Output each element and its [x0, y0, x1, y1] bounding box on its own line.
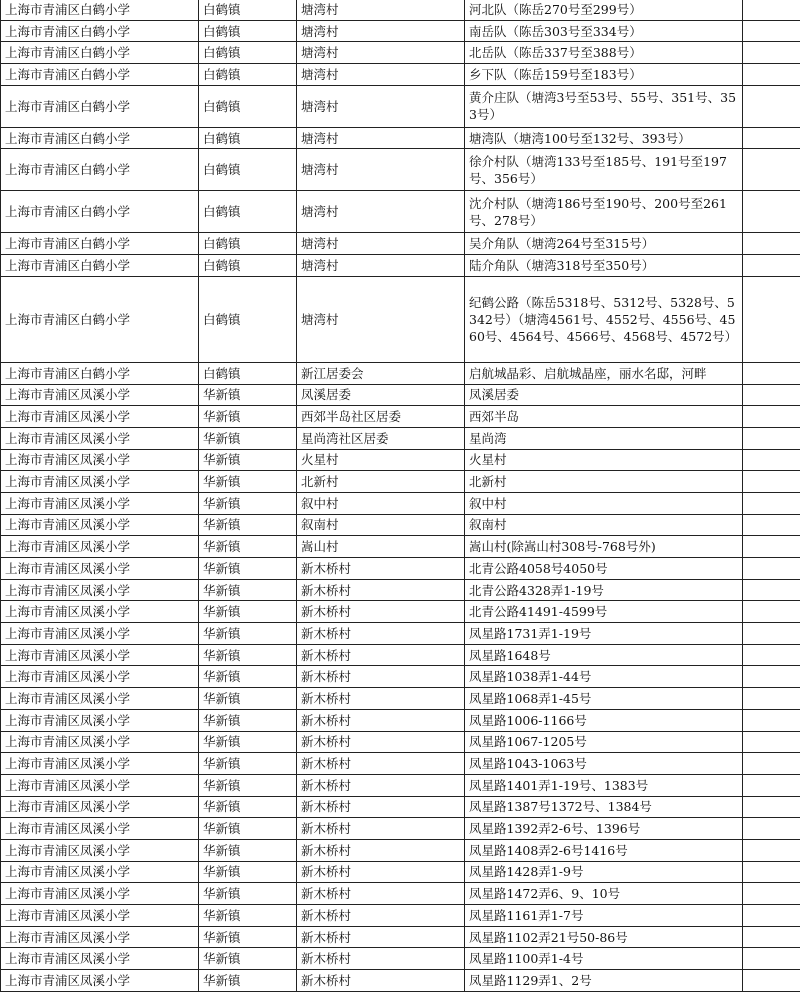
- school-cell: 上海市青浦区凤溪小学: [1, 471, 199, 493]
- village-cell: 新木桥村: [297, 970, 465, 992]
- village-cell: 塘湾村: [297, 276, 465, 362]
- table-row: [1, 20, 800, 42]
- table-row: [1, 753, 800, 775]
- village-cell: 新木桥村: [297, 839, 465, 861]
- school-cell: 上海市青浦区凤溪小学: [1, 579, 199, 601]
- town-cell: 白鹤镇: [199, 149, 297, 191]
- village-cell: 新木桥村: [297, 601, 465, 623]
- address-range-cell: 凤星路1408弄2-6号1416号: [465, 839, 743, 861]
- school-cell: 上海市青浦区白鹤小学: [1, 85, 199, 127]
- address-range-cell: 北青公路41491-4599号: [465, 601, 743, 623]
- address-range-cell: 凤星路1102弄21号50-86号: [465, 926, 743, 948]
- town-cell: 华新镇: [199, 536, 297, 558]
- village-cell: 新木桥村: [297, 623, 465, 645]
- table-row: [1, 64, 800, 86]
- school-cell: 上海市青浦区凤溪小学: [1, 558, 199, 580]
- town-cell: 华新镇: [199, 861, 297, 883]
- town-cell: 华新镇: [199, 709, 297, 731]
- school-cell: 上海市青浦区白鹤小学: [1, 0, 199, 20]
- school-cell: 上海市青浦区白鹤小学: [1, 20, 199, 42]
- table-row: [1, 948, 800, 970]
- town-cell: 华新镇: [199, 514, 297, 536]
- address-range-cell: 星尚湾: [465, 427, 743, 449]
- town-cell: 白鹤镇: [199, 85, 297, 127]
- town-cell: 华新镇: [199, 818, 297, 840]
- village-cell: 塘湾村: [297, 233, 465, 255]
- town-cell: 白鹤镇: [199, 255, 297, 277]
- watermark-mark: [752, 981, 786, 991]
- empty-cell: [743, 623, 800, 645]
- village-cell: 新木桥村: [297, 796, 465, 818]
- table-row: [1, 774, 800, 796]
- table-row: [1, 362, 800, 384]
- school-cell: 上海市青浦区凤溪小学: [1, 601, 199, 623]
- school-cell: 上海市青浦区凤溪小学: [1, 688, 199, 710]
- table-row: [1, 839, 800, 861]
- town-cell: 华新镇: [199, 666, 297, 688]
- school-cell: 上海市青浦区白鹤小学: [1, 42, 199, 64]
- empty-cell: [743, 796, 800, 818]
- address-range-cell: 凤星路1161弄1-7号: [465, 905, 743, 927]
- village-cell: 叙南村: [297, 514, 465, 536]
- table-row: [1, 905, 800, 927]
- school-cell: 上海市青浦区凤溪小学: [1, 753, 199, 775]
- empty-cell: [743, 883, 800, 905]
- empty-cell: [743, 731, 800, 753]
- empty-cell: [743, 818, 800, 840]
- address-range-cell: 叙中村: [465, 492, 743, 514]
- town-cell: 白鹤镇: [199, 20, 297, 42]
- table-row: [1, 623, 800, 645]
- address-range-cell: 塘湾队（塘湾100号至132号、393号）: [465, 127, 743, 149]
- empty-cell: [743, 85, 800, 127]
- village-cell: 新木桥村: [297, 926, 465, 948]
- town-cell: 华新镇: [199, 558, 297, 580]
- empty-cell: [743, 753, 800, 775]
- address-range-cell: 启航城晶彩、启航城晶座，丽水名邸，河畔: [465, 362, 743, 384]
- village-cell: 塘湾村: [297, 20, 465, 42]
- town-cell: 华新镇: [199, 406, 297, 428]
- empty-cell: [743, 127, 800, 149]
- village-cell: 新木桥村: [297, 644, 465, 666]
- empty-cell: [743, 449, 800, 471]
- town-cell: 华新镇: [199, 644, 297, 666]
- empty-cell: [743, 579, 800, 601]
- empty-cell: [743, 362, 800, 384]
- town-cell: 华新镇: [199, 796, 297, 818]
- empty-cell: [743, 644, 800, 666]
- address-range-cell: 凤星路1731弄1-19号: [465, 623, 743, 645]
- town-cell: 华新镇: [199, 427, 297, 449]
- village-cell: 新木桥村: [297, 666, 465, 688]
- village-cell: 新木桥村: [297, 818, 465, 840]
- address-range-cell: 河北队（陈岳270号至299号）: [465, 0, 743, 20]
- town-cell: 白鹤镇: [199, 276, 297, 362]
- village-cell: 新木桥村: [297, 883, 465, 905]
- address-range-cell: 凤星路1129弄1、2号: [465, 970, 743, 992]
- town-cell: 华新镇: [199, 948, 297, 970]
- village-cell: 星尚湾社区居委: [297, 427, 465, 449]
- village-cell: 新木桥村: [297, 688, 465, 710]
- school-cell: 上海市青浦区凤溪小学: [1, 839, 199, 861]
- village-cell: 新木桥村: [297, 753, 465, 775]
- village-cell: 火星村: [297, 449, 465, 471]
- address-range-cell: 北青公路4328弄1-19号: [465, 579, 743, 601]
- village-cell: 新木桥村: [297, 579, 465, 601]
- empty-cell: [743, 427, 800, 449]
- empty-cell: [743, 774, 800, 796]
- town-cell: 白鹤镇: [199, 64, 297, 86]
- empty-cell: [743, 233, 800, 255]
- address-range-cell: 凤星路1043-1063号: [465, 753, 743, 775]
- village-cell: 塘湾村: [297, 85, 465, 127]
- village-cell: 塘湾村: [297, 255, 465, 277]
- table-row: [1, 191, 800, 233]
- school-cell: 上海市青浦区凤溪小学: [1, 905, 199, 927]
- address-range-cell: 北青公路4058号4050号: [465, 558, 743, 580]
- address-range-cell: 凤星路1006-1166号: [465, 709, 743, 731]
- table-row: [1, 514, 800, 536]
- address-range-cell: 凤星路1387号1372号、1384号: [465, 796, 743, 818]
- school-cell: 上海市青浦区凤溪小学: [1, 774, 199, 796]
- empty-cell: [743, 905, 800, 927]
- school-cell: 上海市青浦区凤溪小学: [1, 514, 199, 536]
- table-row: [1, 449, 800, 471]
- empty-cell: [743, 406, 800, 428]
- table-row: [1, 666, 800, 688]
- address-range-cell: 陆介角队（塘湾318号至350号）: [465, 255, 743, 277]
- town-cell: 华新镇: [199, 492, 297, 514]
- village-cell: 新木桥村: [297, 948, 465, 970]
- address-range-cell: 西郊半岛: [465, 406, 743, 428]
- village-cell: 塘湾村: [297, 42, 465, 64]
- village-cell: 嵩山村: [297, 536, 465, 558]
- town-cell: 华新镇: [199, 384, 297, 406]
- address-range-cell: 凤溪居委: [465, 384, 743, 406]
- table-row: [1, 883, 800, 905]
- empty-cell: [743, 709, 800, 731]
- empty-cell: [743, 926, 800, 948]
- school-cell: 上海市青浦区凤溪小学: [1, 731, 199, 753]
- empty-cell: [743, 514, 800, 536]
- table-row: [1, 926, 800, 948]
- table-row: [1, 709, 800, 731]
- village-cell: 新木桥村: [297, 709, 465, 731]
- school-cell: 上海市青浦区凤溪小学: [1, 449, 199, 471]
- empty-cell: [743, 948, 800, 970]
- school-cell: 上海市青浦区凤溪小学: [1, 948, 199, 970]
- town-cell: 华新镇: [199, 905, 297, 927]
- table-row: [1, 42, 800, 64]
- address-range-cell: 北新村: [465, 471, 743, 493]
- empty-cell: [743, 42, 800, 64]
- school-cell: 上海市青浦区凤溪小学: [1, 536, 199, 558]
- village-cell: 凤溪居委: [297, 384, 465, 406]
- table-body: [1, 0, 800, 991]
- school-cell: 上海市青浦区凤溪小学: [1, 926, 199, 948]
- table-row: [1, 970, 800, 992]
- town-cell: 白鹤镇: [199, 191, 297, 233]
- empty-cell: [743, 601, 800, 623]
- village-cell: 北新村: [297, 471, 465, 493]
- town-cell: 华新镇: [199, 753, 297, 775]
- address-range-cell: 嵩山村(除嵩山村308号-768号外): [465, 536, 743, 558]
- town-cell: 白鹤镇: [199, 0, 297, 20]
- empty-cell: [743, 839, 800, 861]
- address-range-cell: 凤星路1392弄2-6号、1396号: [465, 818, 743, 840]
- town-cell: 华新镇: [199, 926, 297, 948]
- table-row: [1, 601, 800, 623]
- address-range-cell: 黄介庄队（塘湾3号至53号、55号、351号、353号）: [465, 85, 743, 127]
- town-cell: 华新镇: [199, 579, 297, 601]
- town-cell: 华新镇: [199, 601, 297, 623]
- school-cell: 上海市青浦区白鹤小学: [1, 127, 199, 149]
- town-cell: 华新镇: [199, 970, 297, 992]
- table-row: [1, 127, 800, 149]
- town-cell: 华新镇: [199, 839, 297, 861]
- table-row: [1, 384, 800, 406]
- empty-cell: [743, 255, 800, 277]
- school-cell: 上海市青浦区白鹤小学: [1, 149, 199, 191]
- address-range-cell: 凤星路1038弄1-44号: [465, 666, 743, 688]
- town-cell: 白鹤镇: [199, 233, 297, 255]
- school-cell: 上海市青浦区凤溪小学: [1, 427, 199, 449]
- school-cell: 上海市青浦区白鹤小学: [1, 64, 199, 86]
- school-cell: 上海市青浦区凤溪小学: [1, 644, 199, 666]
- empty-cell: [743, 64, 800, 86]
- table-row: [1, 276, 800, 362]
- town-cell: 华新镇: [199, 883, 297, 905]
- table-row: [1, 731, 800, 753]
- town-cell: 白鹤镇: [199, 42, 297, 64]
- table-row: [1, 644, 800, 666]
- empty-cell: [743, 20, 800, 42]
- table-row: [1, 406, 800, 428]
- town-cell: 华新镇: [199, 623, 297, 645]
- address-range-cell: 叙南村: [465, 514, 743, 536]
- school-cell: 上海市青浦区白鹤小学: [1, 276, 199, 362]
- address-range-cell: 北岳队（陈岳337号至388号）: [465, 42, 743, 64]
- table-row: [1, 0, 800, 20]
- school-cell: 上海市青浦区凤溪小学: [1, 883, 199, 905]
- table-row: [1, 233, 800, 255]
- town-cell: 华新镇: [199, 688, 297, 710]
- address-range-cell: 火星村: [465, 449, 743, 471]
- town-cell: 白鹤镇: [199, 127, 297, 149]
- school-cell: 上海市青浦区凤溪小学: [1, 666, 199, 688]
- school-cell: 上海市青浦区凤溪小学: [1, 406, 199, 428]
- table-row: [1, 796, 800, 818]
- table-row: [1, 149, 800, 191]
- address-range-cell: 凤星路1648号: [465, 644, 743, 666]
- village-cell: 新木桥村: [297, 774, 465, 796]
- empty-cell: [743, 149, 800, 191]
- town-cell: 华新镇: [199, 471, 297, 493]
- empty-cell: [743, 384, 800, 406]
- table-row: [1, 688, 800, 710]
- town-cell: 华新镇: [199, 774, 297, 796]
- village-cell: 塘湾村: [297, 191, 465, 233]
- school-cell: 上海市青浦区白鹤小学: [1, 362, 199, 384]
- school-cell: 上海市青浦区白鹤小学: [1, 255, 199, 277]
- table-row: [1, 492, 800, 514]
- empty-cell: [743, 276, 800, 362]
- address-range-cell: 乡下队（陈岳159号至183号）: [465, 64, 743, 86]
- village-cell: 新木桥村: [297, 558, 465, 580]
- empty-cell: [743, 666, 800, 688]
- empty-cell: [743, 191, 800, 233]
- empty-cell: [743, 471, 800, 493]
- table-row: [1, 536, 800, 558]
- address-range-cell: 凤星路1401弄1-19号、1383号: [465, 774, 743, 796]
- village-cell: 新江居委会: [297, 362, 465, 384]
- address-range-cell: 凤星路1472弄6、9、10号: [465, 883, 743, 905]
- empty-cell: [743, 536, 800, 558]
- school-cell: 上海市青浦区凤溪小学: [1, 709, 199, 731]
- school-cell: 上海市青浦区凤溪小学: [1, 818, 199, 840]
- empty-cell: [743, 558, 800, 580]
- school-cell: 上海市青浦区凤溪小学: [1, 492, 199, 514]
- village-cell: 叙中村: [297, 492, 465, 514]
- address-range-cell: 纪鹤公路（陈岳5318号、5312号、5328号、5342号）（塘湾4561号、4552号、4556号、4560号、4564号、4566号、4568号、4572号）: [465, 276, 743, 362]
- address-range-cell: 南岳队（陈岳303号至334号）: [465, 20, 743, 42]
- table-row: [1, 579, 800, 601]
- village-cell: 塘湾村: [297, 149, 465, 191]
- address-range-cell: 沈介村队（塘湾186号至190号、200号至261号、278号）: [465, 191, 743, 233]
- village-cell: 新木桥村: [297, 861, 465, 883]
- table-row: [1, 85, 800, 127]
- address-range-cell: 吴介角队（塘湾264号至315号）: [465, 233, 743, 255]
- address-range-cell: 凤星路1068弄1-45号: [465, 688, 743, 710]
- table-row: [1, 818, 800, 840]
- school-cell: 上海市青浦区凤溪小学: [1, 384, 199, 406]
- village-cell: 塘湾村: [297, 0, 465, 20]
- address-range-cell: 凤星路1428弄1-9号: [465, 861, 743, 883]
- town-cell: 华新镇: [199, 731, 297, 753]
- table-row: [1, 861, 800, 883]
- empty-cell: [743, 492, 800, 514]
- address-range-cell: 凤星路1067-1205号: [465, 731, 743, 753]
- school-cell: 上海市青浦区凤溪小学: [1, 623, 199, 645]
- school-cell: 上海市青浦区白鹤小学: [1, 191, 199, 233]
- village-cell: 西郊半岛社区居委: [297, 406, 465, 428]
- town-cell: 白鹤镇: [199, 362, 297, 384]
- village-cell: 塘湾村: [297, 127, 465, 149]
- table-row: [1, 255, 800, 277]
- empty-cell: [743, 0, 800, 20]
- address-range-cell: 徐介村队（塘湾133号至185号、191号至197号、356号）: [465, 149, 743, 191]
- table-row: [1, 471, 800, 493]
- town-cell: 华新镇: [199, 449, 297, 471]
- school-cell: 上海市青浦区凤溪小学: [1, 970, 199, 992]
- table-row: [1, 427, 800, 449]
- school-cell: 上海市青浦区凤溪小学: [1, 861, 199, 883]
- empty-cell: [743, 861, 800, 883]
- village-cell: 新木桥村: [297, 905, 465, 927]
- village-cell: 塘湾村: [297, 64, 465, 86]
- school-cell: 上海市青浦区白鹤小学: [1, 233, 199, 255]
- village-cell: 新木桥村: [297, 731, 465, 753]
- address-range-cell: 凤星路1100弄1-4号: [465, 948, 743, 970]
- empty-cell: [743, 688, 800, 710]
- school-cell: 上海市青浦区凤溪小学: [1, 796, 199, 818]
- table-row: [1, 558, 800, 580]
